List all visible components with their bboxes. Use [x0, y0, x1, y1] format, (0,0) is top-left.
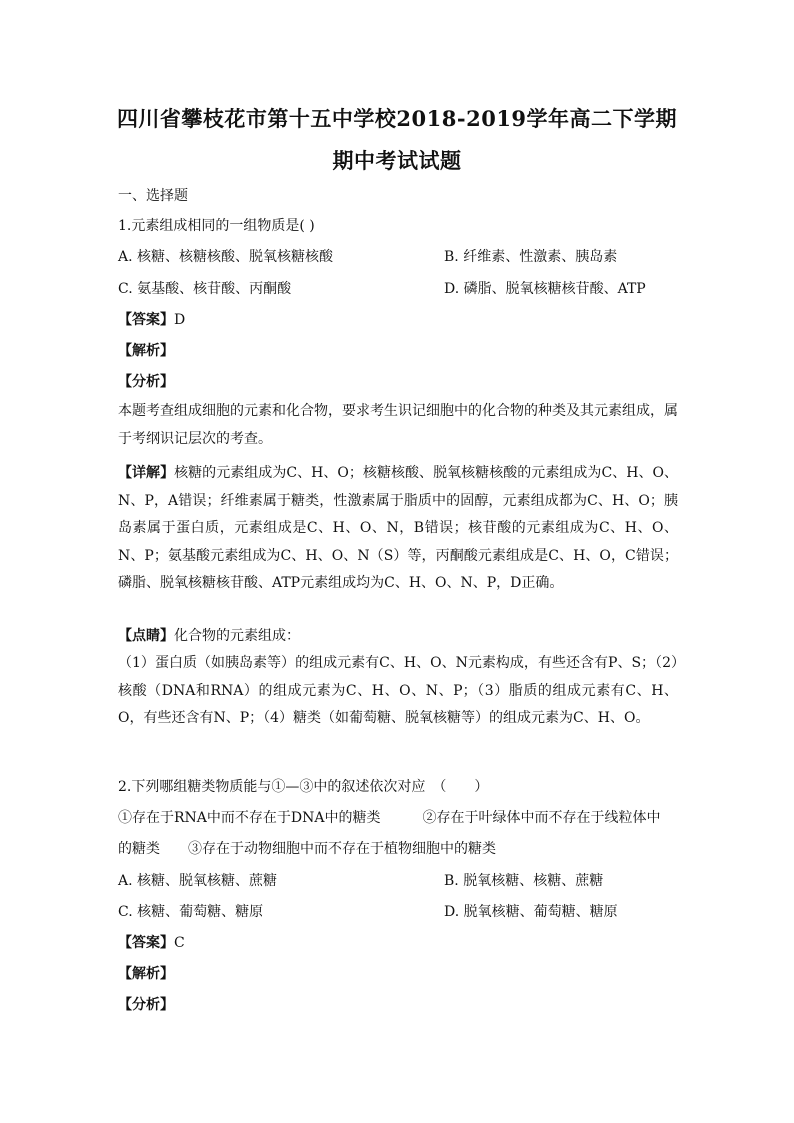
q1-option-d: D. 磷脂、脱氧核糖核苷酸、ATP — [444, 281, 646, 297]
doc-title-line2: 期中考试试题 — [332, 148, 462, 173]
q1-point-text: 化合物的元素组成： — [174, 628, 300, 644]
q2-option-b: B. 脱氧核糖、核糖、蔗糖 — [444, 873, 604, 889]
q1-detail-text: 核糖的元素组成为C、H、O；核糖核酸、脱氧核糖核酸的元素组成为C、H、O、N、P，A错误；纤维素属于糖类，性激素属于脂质中的固醇，元素组成都为C、H、O；胰岛素属于蛋白质，元素组成是C、H、O、N，B错误；核苷酸的元素组成为C、H、O、N、P；氨基酸元素组成为C、H、O、N（S）等，丙酮酸元素组成是C、H、O，C错误；磷脂、脱氧核糖核苷酸、ATP元素组成均为C、H、O、N、P，D正确。 — [118, 465, 678, 591]
doc-title-line1: 四川省攀枝花市第十五中学校2018-2019学年高二下学期 — [116, 106, 678, 131]
section-heading: 一、选择题 — [118, 188, 188, 204]
q2-stem: 2.下列哪组糖类物质能与①—③中的叙述依次对应 （ ） — [118, 779, 489, 795]
q1-fenxi-label: 【分析】 — [118, 374, 174, 390]
q2-option-a: A. 核糖、脱氧核糖、蔗糖 — [118, 873, 278, 889]
q1-jiexi-label: 【解析】 — [118, 343, 174, 359]
q2-option-c: C. 核糖、葡萄糖、糖原 — [118, 904, 264, 920]
q2-answer-value: C — [174, 935, 185, 951]
q2-desc-line1: ①存在于RNA中而不存在于DNA中的糖类 ②存在于叶绿体中而不存在于线粒体中 — [118, 810, 661, 826]
q1-point — [118, 626, 678, 646]
q2-option-d: D. 脱氧核糖、葡萄糖、糖原 — [444, 904, 618, 920]
q2-answer-label: 【答案】 — [118, 935, 174, 951]
q1-answer-label: 【答案】 — [118, 312, 174, 328]
q2-desc-line2: 的糖类 ③存在于动物细胞中而不存在于植物细胞中的糖类 — [118, 841, 496, 857]
q1-stem: 1.元素组成相同的一组物质是( ) — [118, 218, 315, 234]
q1-answer-value: D — [174, 312, 186, 328]
q2-jiexi-label: 【解析】 — [118, 966, 174, 982]
q1-analysis-text: 本题考查组成细胞的元素和化合物，要求考生识记细胞中的化合物的种类及其元素组成，属于考纲识记层次的考查。 — [118, 403, 678, 447]
q2-fenxi-label: 【分析】 — [118, 997, 174, 1013]
q1-detail — [118, 460, 678, 598]
q1-answer — [118, 310, 678, 330]
q1-option-c: C. 氨基酸、核苷酸、丙酮酸 — [118, 281, 292, 297]
q1-detail-label: 【详解】 — [118, 465, 175, 481]
q1-option-b: B. 纤维素、性激素、胰岛素 — [444, 249, 618, 265]
q1-point-label: 【点睛】 — [118, 628, 174, 644]
q1-option-a: A. 核糖、核糖核酸、脱氧核糖核酸 — [118, 249, 334, 265]
q1-point-body: （1）蛋白质（如胰岛素等）的组成元素有C、H、O、N元素构成，有些还含有P、S；（2）核酸（DNA和RNA）的组成元素为C、H、O、N、P；（3）脂质的组成元素有C、H、O，有些还含有N、P；（4）糖类（如葡萄糖、脱氧核糖等）的组成元素为C、H、O。 — [118, 655, 678, 726]
q2-answer — [118, 933, 678, 953]
